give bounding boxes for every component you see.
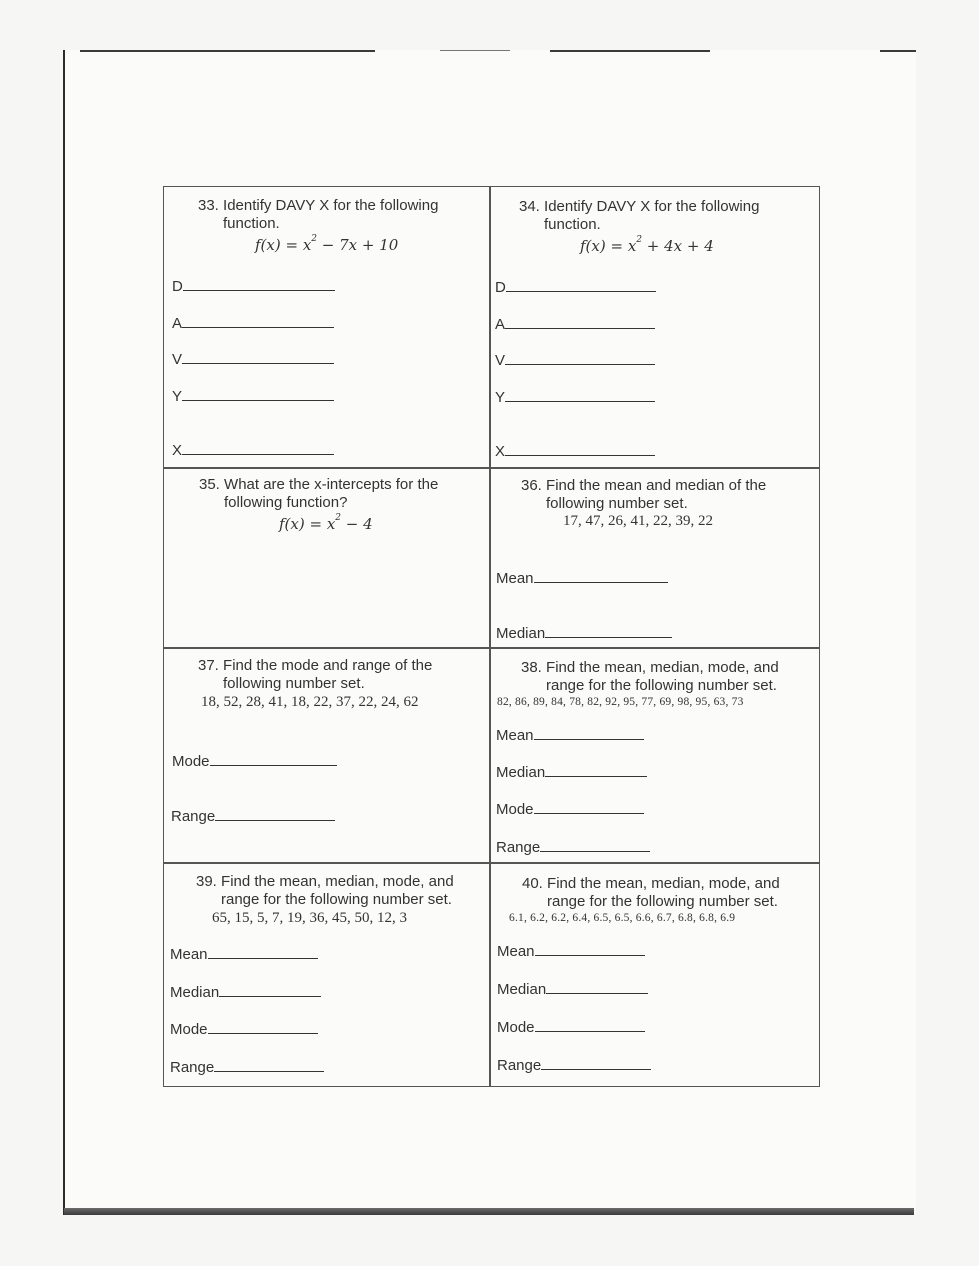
grid-divider-vertical [489, 186, 491, 1087]
question-text: Find the mode and range of the [223, 657, 433, 674]
question-text: Identify DAVY X for the following [223, 197, 439, 214]
blank-label: Range [171, 808, 216, 825]
answer-blank-a[interactable] [495, 314, 655, 333]
blank-label: V [495, 352, 506, 369]
answer-blank-range[interactable] [496, 837, 650, 856]
question-text: Find the mean, median, mode, and [546, 659, 779, 676]
question-35 [199, 476, 438, 512]
formula-exponent: 2 [636, 235, 643, 245]
question-text: Find the mean, median, mode, and [221, 873, 454, 890]
page-edge-top-segment [80, 50, 375, 52]
question-text: Find the mean, median, mode, and [547, 875, 780, 892]
question-40 [522, 875, 780, 911]
blank-label: Median [170, 984, 220, 1001]
question-34 [519, 198, 759, 234]
blank-label: D [495, 279, 506, 296]
grid-divider-row [163, 862, 820, 864]
question-text: Identify DAVY X for the following [544, 198, 760, 215]
question-text-cont: following function? [224, 494, 348, 511]
blank-label: Mean [497, 943, 535, 960]
page-edge-top-segment [440, 50, 510, 51]
formula-exponent: 2 [311, 234, 318, 244]
answer-blank-mean[interactable] [170, 944, 318, 963]
blank-label: A [495, 316, 506, 333]
answer-blank-d[interactable] [495, 277, 656, 296]
answer-blank-v[interactable] [495, 350, 655, 369]
question-38 [521, 659, 779, 695]
number-set: 6.1, 6.2, 6.2, 6.4, 6.5, 6.5, 6.6, 6.7, 6.8, 6.8, 6.9 [509, 912, 736, 924]
blank-label: D [172, 278, 183, 295]
blank-label: Mean [496, 570, 534, 587]
formula-rhs: − 4 [341, 515, 373, 533]
question-36 [521, 477, 766, 513]
answer-blank-mode[interactable] [170, 1019, 318, 1038]
blank-label: X [495, 443, 506, 460]
answer-blank-x[interactable] [495, 441, 655, 460]
question-text-cont: following number set. [546, 495, 688, 512]
blank-label: Median [496, 625, 546, 642]
question-text: What are the x-intercepts for the [224, 476, 439, 493]
question-number: 39. [196, 873, 217, 890]
formula-lhs: f(x) = x [580, 237, 637, 255]
question-number: 34. [519, 198, 540, 215]
question-number: 37. [198, 657, 219, 674]
grid-divider-row [163, 467, 820, 469]
function-formula [580, 237, 714, 255]
blank-label: Mode [497, 1019, 535, 1036]
answer-blank-median[interactable] [496, 623, 672, 642]
page-edge-top-segment [550, 50, 710, 52]
answer-blank-median[interactable] [170, 982, 321, 1001]
page-edge-bottom [64, 1208, 914, 1215]
blank-label: A [172, 315, 183, 332]
formula-rhs: − 7x + 10 [317, 236, 399, 254]
formula-lhs: f(x) = x [255, 236, 312, 254]
answer-blank-y[interactable] [172, 386, 334, 405]
blank-label: Y [172, 388, 183, 405]
answer-blank-mean[interactable] [496, 725, 644, 744]
answer-blank-x[interactable] [172, 440, 334, 459]
answer-blank-mode[interactable] [496, 799, 644, 818]
question-33 [198, 197, 438, 233]
answer-blank-d[interactable] [172, 276, 335, 295]
page-edge-left [63, 50, 65, 1215]
answer-blank-median[interactable] [497, 979, 648, 998]
blank-label: Mode [496, 801, 534, 818]
question-39 [196, 873, 454, 909]
function-formula [279, 515, 373, 533]
blank-label: V [172, 351, 183, 368]
blank-label: Mean [496, 727, 534, 744]
question-number: 40. [522, 875, 543, 892]
question-37 [198, 657, 432, 693]
question-text-cont: function. [544, 216, 601, 233]
blank-label: Y [495, 389, 506, 406]
number-set: 65, 15, 5, 7, 19, 36, 45, 50, 12, 3 [212, 910, 407, 926]
question-text: Find the mean and median of the [546, 477, 767, 494]
answer-blank-a[interactable] [172, 313, 334, 332]
answer-blank-median[interactable] [496, 762, 647, 781]
number-set: 17, 47, 26, 41, 22, 39, 22 [563, 513, 713, 529]
question-number: 35. [199, 476, 220, 493]
number-set: 18, 52, 28, 41, 18, 22, 37, 22, 24, 62 [201, 694, 419, 710]
blank-label: Range [497, 1057, 542, 1074]
answer-blank-mean[interactable] [496, 568, 668, 587]
question-number: 36. [521, 477, 542, 494]
question-number: 33. [198, 197, 219, 214]
question-text-cont: range for the following number set. [547, 893, 778, 910]
answer-blank-mode[interactable] [497, 1017, 645, 1036]
answer-blank-range[interactable] [171, 806, 335, 825]
answer-blank-range[interactable] [497, 1055, 651, 1074]
number-set: 82, 86, 89, 84, 78, 82, 92, 95, 77, 69, 98, 95, 63, 73 [497, 696, 744, 708]
blank-label: Median [496, 764, 546, 781]
function-formula [255, 236, 398, 254]
blank-label: Mean [170, 946, 208, 963]
answer-blank-v[interactable] [172, 349, 334, 368]
formula-exponent: 2 [335, 513, 342, 523]
answer-blank-mode[interactable] [172, 751, 337, 770]
blank-label: Range [496, 839, 541, 856]
question-text-cont: range for the following number set. [546, 677, 777, 694]
answer-blank-range[interactable] [170, 1057, 324, 1076]
question-number: 38. [521, 659, 542, 676]
page-edge-top-segment [880, 50, 916, 52]
blank-label: Median [497, 981, 547, 998]
question-text-cont: function. [223, 215, 280, 232]
question-text-cont: range for the following number set. [221, 891, 452, 908]
answer-blank-y[interactable] [495, 387, 655, 406]
blank-label: Mode [172, 753, 210, 770]
formula-rhs: + 4x + 4 [642, 237, 714, 255]
blank-label: X [172, 442, 183, 459]
formula-lhs: f(x) = x [279, 515, 336, 533]
blank-label: Range [170, 1059, 215, 1076]
blank-label: Mode [170, 1021, 208, 1038]
grid-divider-row [163, 647, 820, 649]
answer-blank-mean[interactable] [497, 941, 645, 960]
question-text-cont: following number set. [223, 675, 365, 692]
